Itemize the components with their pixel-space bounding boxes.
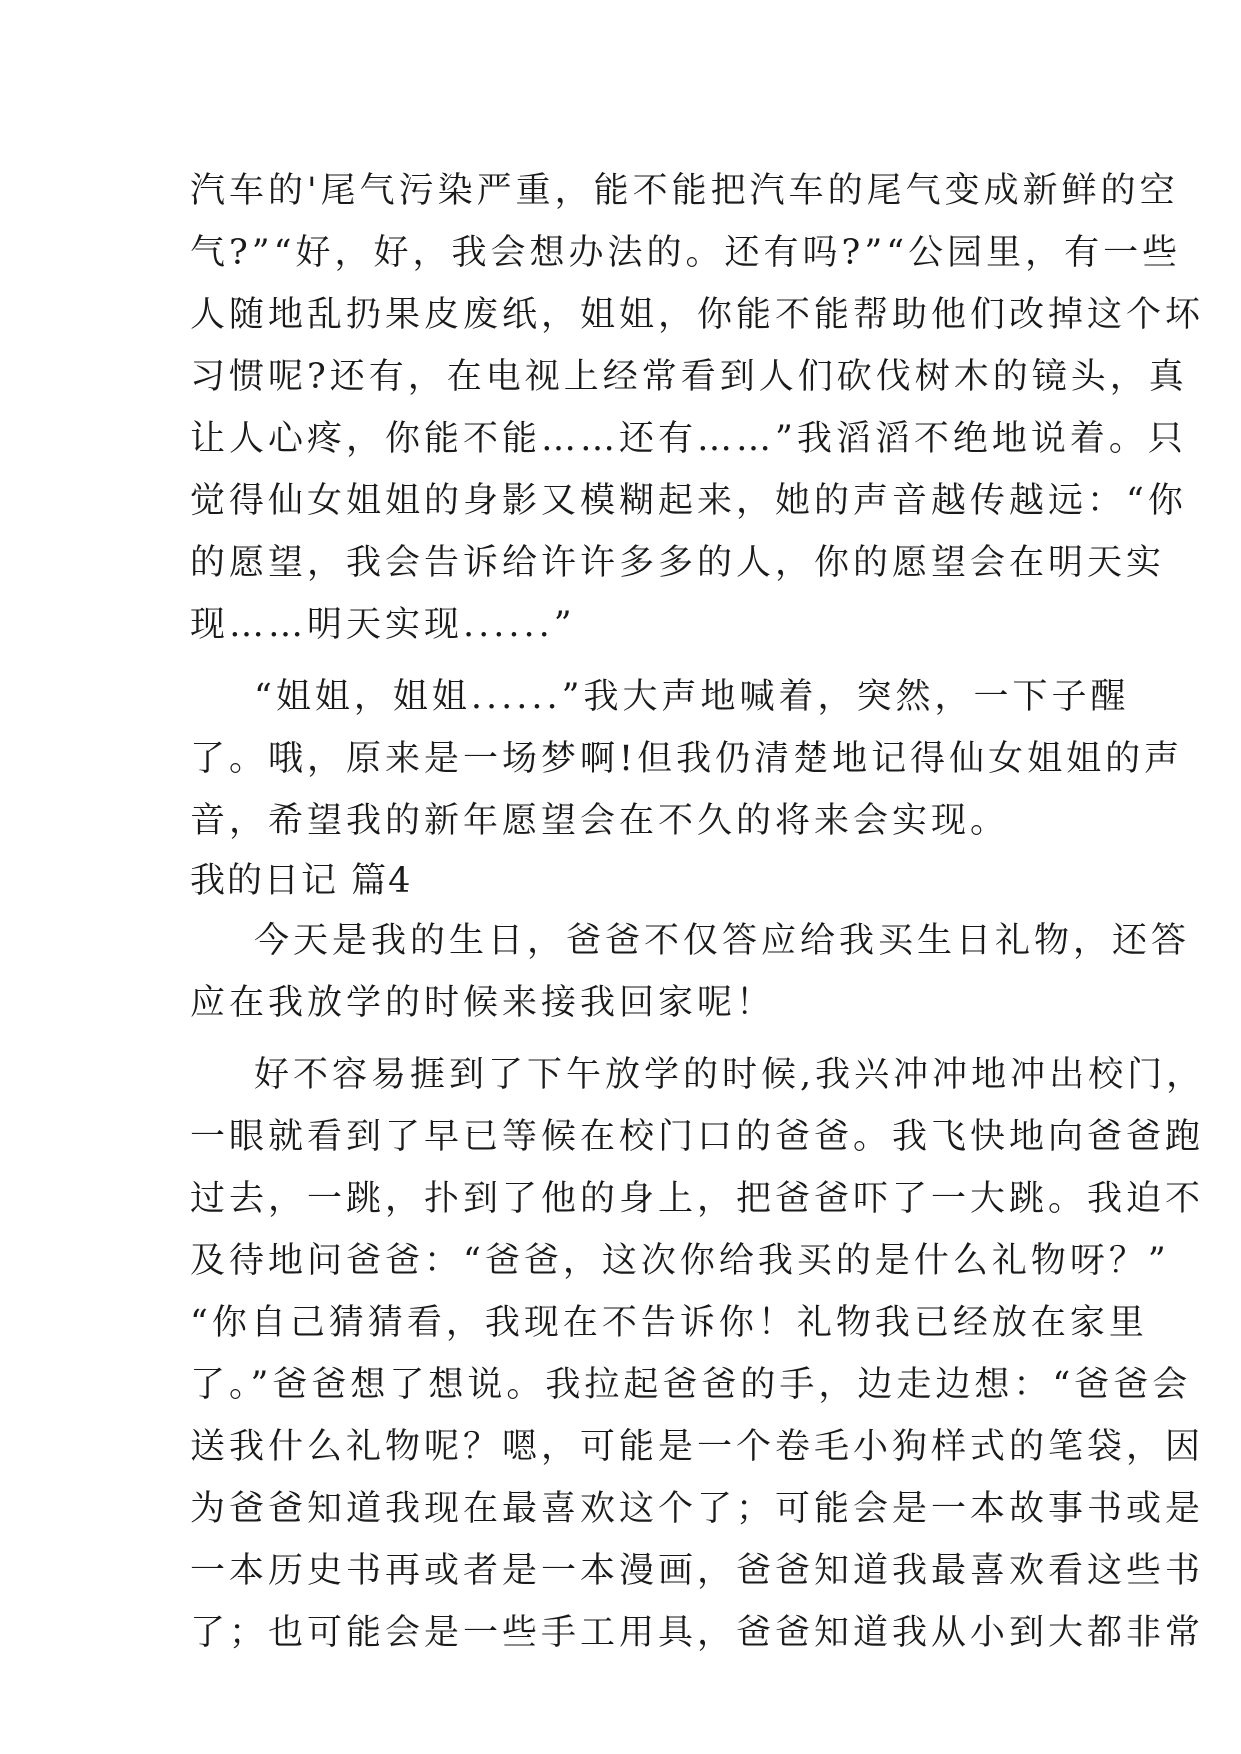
paragraph-birthday-intro — [190, 910, 1191, 1034]
text-line: 及待地问爸爸：“爸爸，这次你给我买的是什么礼物呀？” — [190, 1241, 1170, 1281]
text-line: 觉得仙女姐姐的身影又模糊起来，她的声音越传越远：“你 — [190, 481, 1187, 521]
section-heading: 我的日记 篇4 — [190, 861, 413, 901]
text-line: 今天是我的生日，爸爸不仅答应给我买生日礼物，还答 — [254, 921, 1191, 961]
text-line: 让人心疼，你能不能……还有……”我滔滔不绝地说着。只 — [190, 419, 1187, 459]
paragraph-wish-dialogue — [190, 160, 1205, 656]
text-line: 送我什么礼物呢？嗯，可能是一个卷毛小狗样式的笔袋，因 — [190, 1427, 1205, 1467]
text-line: 气?”“好，好，我会想办法的。还有吗?”“公园里，有一些 — [190, 233, 1182, 273]
paragraph-after-school — [190, 1044, 1206, 1664]
text-line: “你自己猜猜看，我现在不告诉你！礼物我已经放在家里 — [190, 1303, 1148, 1343]
text-line: 好不容易捱到了下午放学的时候,我兴冲冲地冲出校门， — [254, 1055, 1206, 1095]
text-line: 了。哦，原来是一场梦啊!但我仍清楚地记得仙女姐姐的声 — [190, 739, 1184, 779]
text-line: 一眼就看到了早已等候在校门口的爸爸。我飞快地向爸爸跑 — [190, 1117, 1205, 1157]
document-body — [190, 160, 1206, 1664]
text-line: 现……明天实现......” — [190, 605, 576, 645]
text-line: 应在我放学的时候来接我回家呢！ — [190, 983, 776, 1023]
text-line: 了；也可能会是一些手工用具，爸爸知道我从小到大都非常 — [190, 1613, 1205, 1653]
text-line: 汽车的'尾气污染严重，能不能把汽车的尾气变成新鲜的空 — [190, 171, 1179, 211]
text-line: 音，希望我的新年愿望会在不久的将来会实现。 — [190, 801, 1010, 841]
text-line: 的愿望，我会告诉给许许多多的人，你的愿望会在明天实 — [190, 543, 1166, 583]
text-line: 过去，一跳，扑到了他的身上，把爸爸吓了一大跳。我迫不 — [190, 1179, 1205, 1219]
text-line: 人随地乱扔果皮废纸，姐姐，你能不能帮助他们改掉这个坏 — [190, 295, 1205, 335]
paragraph-wake-up — [190, 666, 1184, 852]
text-line: 一本历史书再或者是一本漫画，爸爸知道我最喜欢看这些书 — [190, 1551, 1205, 1591]
text-line: “姐姐，姐姐......”我大声地喊着，突然，一下子醒 — [254, 677, 1130, 717]
text-line: 了。”爸爸想了想说。我拉起爸爸的手，边走边想：“爸爸会 — [190, 1365, 1192, 1405]
text-line: 习惯呢?还有，在电视上经常看到人们砍伐树木的镜头，真 — [190, 357, 1188, 397]
text-line: 为爸爸知道我现在最喜欢这个了；可能会是一本故事书或是 — [190, 1489, 1205, 1529]
